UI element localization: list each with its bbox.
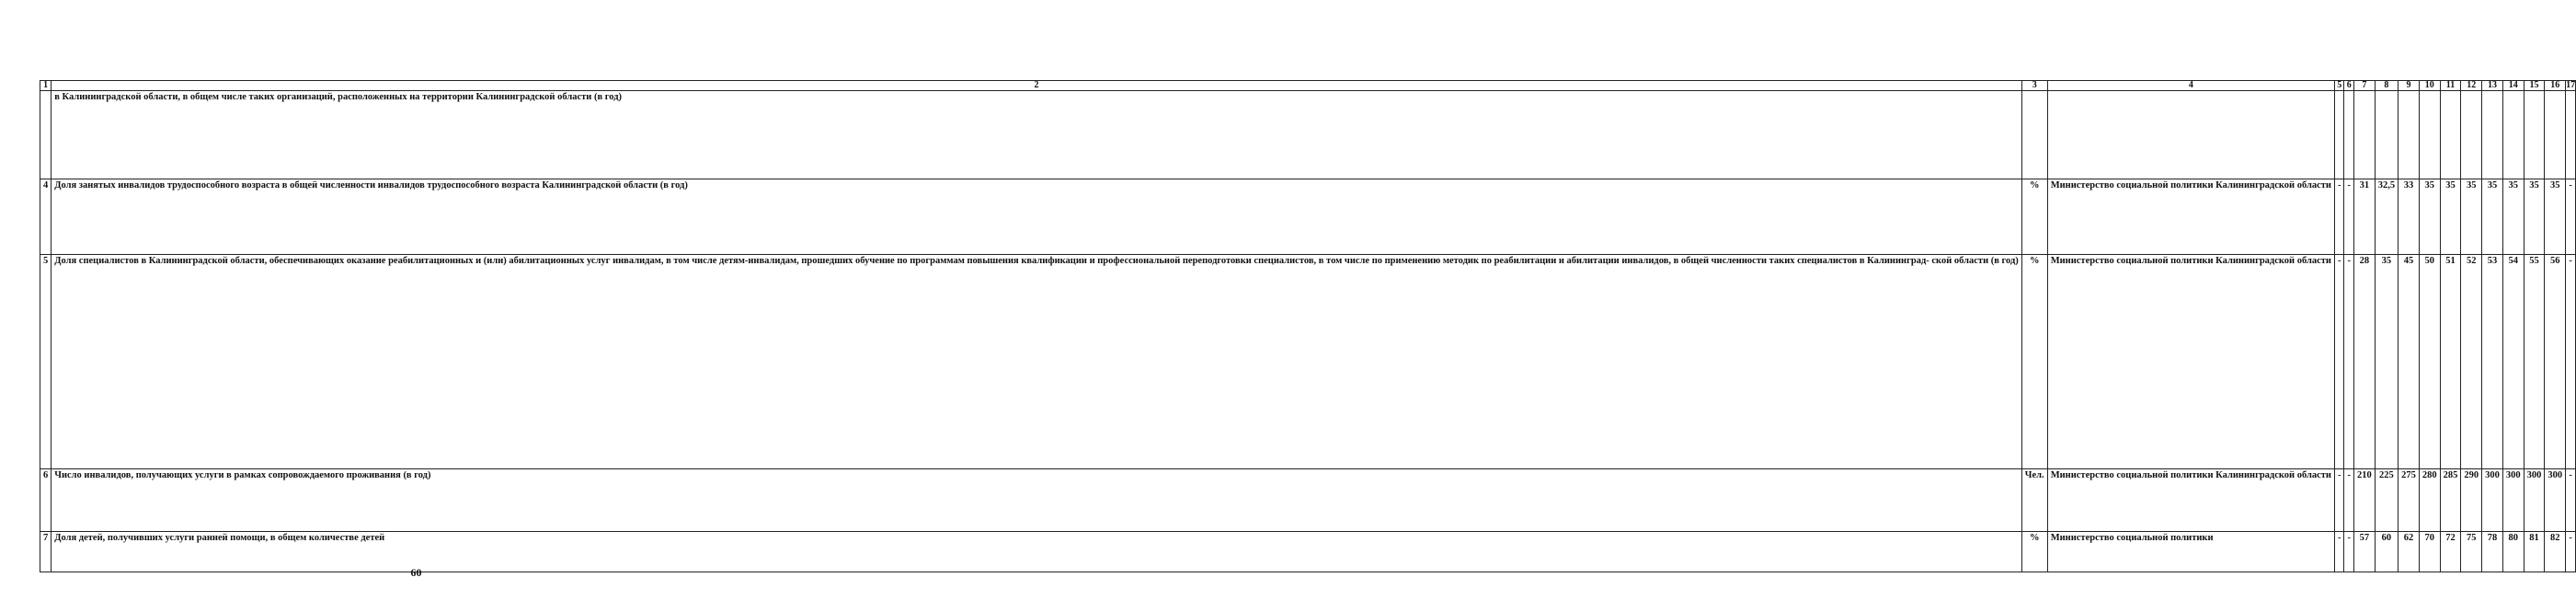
value-cell: 35 <box>2502 179 2524 255</box>
value-cell <box>2440 91 2461 179</box>
value-cell: - <box>2334 469 2344 532</box>
value-cell: - <box>2566 179 2576 255</box>
value-cell: 35 <box>2461 179 2482 255</box>
value-cell: 35 <box>2375 255 2398 469</box>
value-cell: 300 <box>2524 469 2545 532</box>
column-header: 15 <box>2524 81 2545 91</box>
value-cell: 80 <box>2502 532 2524 572</box>
value-cell: 280 <box>2419 469 2440 532</box>
responsible-body: Министерство социальной политики Калининградской области <box>2047 179 2334 255</box>
value-cell: - <box>2566 532 2576 572</box>
row-number <box>40 91 52 179</box>
value-cell: 35 <box>2419 179 2440 255</box>
value-cell: 72 <box>2440 532 2461 572</box>
column-header: 11 <box>2440 81 2461 91</box>
value-cell: 57 <box>2353 532 2375 572</box>
indicator-description: Доля занятых инвалидов трудоспособного возраста в общей численности инвалидов трудоспособного возраста Калининградской области (в год) <box>52 179 2022 255</box>
value-cell: 54 <box>2502 255 2524 469</box>
value-cell: 75 <box>2461 532 2482 572</box>
unit-of-measure: Чел. <box>2021 469 2047 532</box>
column-header: 8 <box>2375 81 2398 91</box>
page-number: 60 <box>410 566 422 579</box>
column-number-header-row <box>40 81 2576 91</box>
value-cell: 52 <box>2461 255 2482 469</box>
value-cell: 33 <box>2399 179 2420 255</box>
indicator-description: Число инвалидов, получающих услуги в рамках сопровождаемого проживания (в год) <box>52 469 2022 532</box>
column-header: 3 <box>2021 81 2047 91</box>
value-cell <box>2375 91 2398 179</box>
value-cell: 31 <box>2353 179 2375 255</box>
value-cell: 51 <box>2440 255 2461 469</box>
column-header: 12 <box>2461 81 2482 91</box>
row-number: 4 <box>40 179 52 255</box>
value-cell <box>2545 91 2566 179</box>
value-cell: 35 <box>2545 179 2566 255</box>
value-cell: 275 <box>2399 469 2420 532</box>
value-cell: - <box>2344 469 2354 532</box>
column-header: 10 <box>2419 81 2440 91</box>
value-cell: 60 <box>2375 532 2398 572</box>
unit-of-measure: % <box>2021 255 2047 469</box>
value-cell <box>2461 91 2482 179</box>
value-cell: 82 <box>2545 532 2566 572</box>
value-cell: 50 <box>2419 255 2440 469</box>
value-cell <box>2353 91 2375 179</box>
column-header: 7 <box>2353 81 2375 91</box>
value-cell: 300 <box>2482 469 2503 532</box>
value-cell: 81 <box>2524 532 2545 572</box>
value-cell: - <box>2344 179 2354 255</box>
value-cell: - <box>2344 532 2354 572</box>
unit-of-measure: % <box>2021 532 2047 572</box>
column-header: 2 <box>52 81 2022 91</box>
responsible-body: Министерство социальной политики Калининградской области <box>2047 255 2334 469</box>
value-cell: 290 <box>2461 469 2482 532</box>
responsible-body: Министерство социальной политики <box>2047 532 2334 572</box>
table-row <box>40 255 2576 469</box>
value-cell: 210 <box>2353 469 2375 532</box>
indicator-description: Доля специалистов в Калининградской области, обеспечивающих оказание реабилитационных и (или) абилитационных услуг инвалидам, в том числе детям-инвалидам, прошедших обучение по программам повышения квалификации и профессиональной переподготовки специалистов, в том числе по применению методик по реабилитации и абилитации инвалидов, в общей численности таких специалистов в Калининград- ской области (в год) <box>52 255 2022 469</box>
value-cell: 300 <box>2502 469 2524 532</box>
column-header: 6 <box>2344 81 2354 91</box>
value-cell: 285 <box>2440 469 2461 532</box>
value-cell: 35 <box>2440 179 2461 255</box>
value-cell: 70 <box>2419 532 2440 572</box>
responsible-body <box>2047 91 2334 179</box>
value-cell: 32,5 <box>2375 179 2398 255</box>
value-cell: 35 <box>2524 179 2545 255</box>
unit-of-measure: % <box>2021 179 2047 255</box>
value-cell: 55 <box>2524 255 2545 469</box>
indicator-description: в Калининградской области, в общем числе таких организаций, расположенных на территории Калининградской области (в год) <box>52 91 2022 179</box>
value-cell: - <box>2566 255 2576 469</box>
value-cell: 62 <box>2399 532 2420 572</box>
column-header: 1 <box>40 81 52 91</box>
table-row <box>40 91 2576 179</box>
value-cell <box>2502 91 2524 179</box>
value-cell: 45 <box>2399 255 2420 469</box>
row-number: 5 <box>40 255 52 469</box>
value-cell <box>2399 91 2420 179</box>
value-cell: 56 <box>2545 255 2566 469</box>
column-header: 13 <box>2482 81 2503 91</box>
table-row <box>40 469 2576 532</box>
value-cell: 300 <box>2545 469 2566 532</box>
value-cell: 53 <box>2482 255 2503 469</box>
value-cell: 35 <box>2482 179 2503 255</box>
value-cell <box>2482 91 2503 179</box>
value-cell: - <box>2334 179 2344 255</box>
value-cell <box>2344 91 2354 179</box>
table-row <box>40 179 2576 255</box>
value-cell: - <box>2334 532 2344 572</box>
indicator-description: Доля детей, получивших услуги ранней помощи, в общем количестве детей <box>52 532 2022 572</box>
row-number: 6 <box>40 469 52 532</box>
value-cell: - <box>2334 255 2344 469</box>
value-cell: 78 <box>2482 532 2503 572</box>
column-header: 5 <box>2334 81 2344 91</box>
value-cell <box>2419 91 2440 179</box>
value-cell: 225 <box>2375 469 2398 532</box>
column-header: 14 <box>2502 81 2524 91</box>
table-body <box>40 81 2576 572</box>
unit-of-measure <box>2021 91 2047 179</box>
column-header: 16 <box>2545 81 2566 91</box>
value-cell: 28 <box>2353 255 2375 469</box>
column-header: 9 <box>2399 81 2420 91</box>
value-cell <box>2524 91 2545 179</box>
row-number: 7 <box>40 532 52 572</box>
indicators-table <box>40 80 2576 572</box>
responsible-body: Министерство социальной политики Калининградской области <box>2047 469 2334 532</box>
value-cell: - <box>2566 469 2576 532</box>
column-header: 17 <box>2566 80 2576 90</box>
value-cell <box>2566 91 2576 179</box>
value-cell <box>2334 91 2344 179</box>
value-cell: - <box>2344 255 2354 469</box>
column-header: 4 <box>2047 81 2334 91</box>
